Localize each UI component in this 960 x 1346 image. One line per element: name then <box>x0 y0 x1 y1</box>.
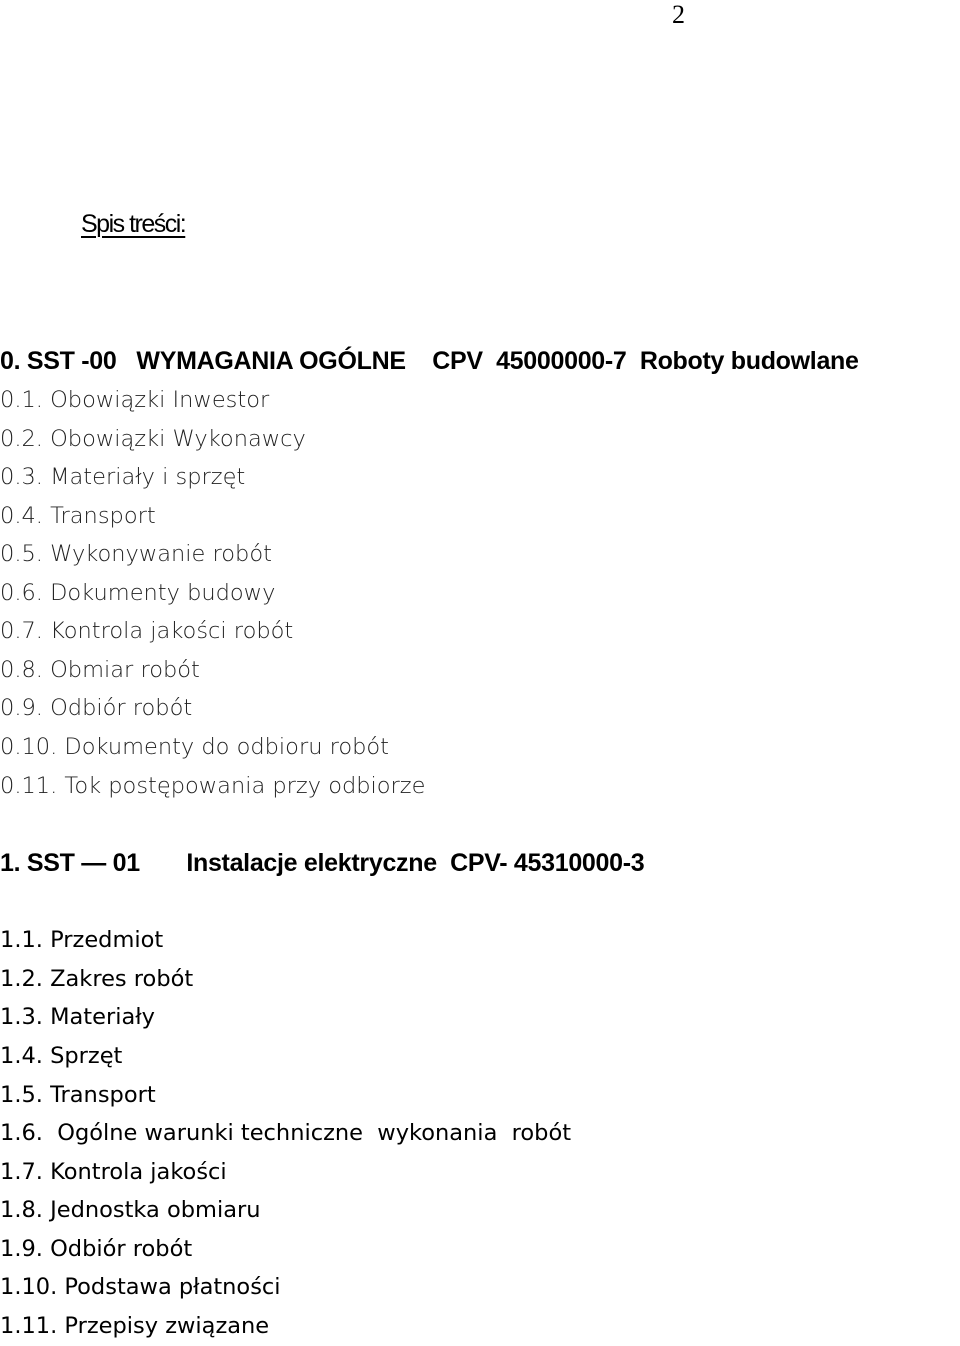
toc-section-0-heading: 0. SST -00 WYMAGANIA OGÓLNE CPV 45000000-7 Roboty budowlane <box>0 347 859 375</box>
toc-item: 1.1. Przedmiot <box>0 927 164 953</box>
toc-item: 0.7. Kontrola jakości robót <box>0 618 294 644</box>
toc-item: 1.11. Przepisy związane <box>0 1313 270 1339</box>
toc-item: 0.4. Transport <box>0 503 156 529</box>
toc-item: 1.10. Podstawa płatności <box>0 1274 281 1300</box>
toc-item: 0.10. Dokumenty do odbioru robót <box>0 734 390 760</box>
toc-item: 0.9. Odbiór robót <box>0 695 193 721</box>
toc-item: 1.2. Zakres robót <box>0 966 194 992</box>
toc-item: 1.4. Sprzęt <box>0 1043 123 1069</box>
toc-item: 1.9. Odbiór robót <box>0 1236 193 1262</box>
toc-item: 0.5. Wykonywanie robót <box>0 541 272 567</box>
toc-item: 1.7. Kontrola jakości <box>0 1159 227 1185</box>
page-number: 2 <box>672 0 685 29</box>
toc-item: 0.8. Obmiar robót <box>0 657 200 683</box>
toc-item: 1.8. Jednostka obmiaru <box>0 1197 261 1223</box>
toc-item: 1.6. Ogólne warunki techniczne wykonania robót <box>0 1120 572 1146</box>
toc-item: 0.1. Obowiązki Inwestor <box>0 387 270 413</box>
toc-section-1-heading: 1. SST — 01 Instalacje elektryczne CPV- 45310000-3 <box>0 849 645 877</box>
toc-item: 0.6. Dokumenty budowy <box>0 580 276 606</box>
toc-item: 1.5. Transport <box>0 1082 156 1108</box>
toc-title: Spis treści: <box>81 210 186 238</box>
toc-item: 1.3. Materiały <box>0 1004 155 1030</box>
toc-item: 0.2. Obowiązki Wykonawcy <box>0 426 306 452</box>
toc-item: 0.11. Tok postępowania przy odbiorze <box>0 773 426 799</box>
toc-item: 0.3. Materiały i sprzęt <box>0 464 246 490</box>
